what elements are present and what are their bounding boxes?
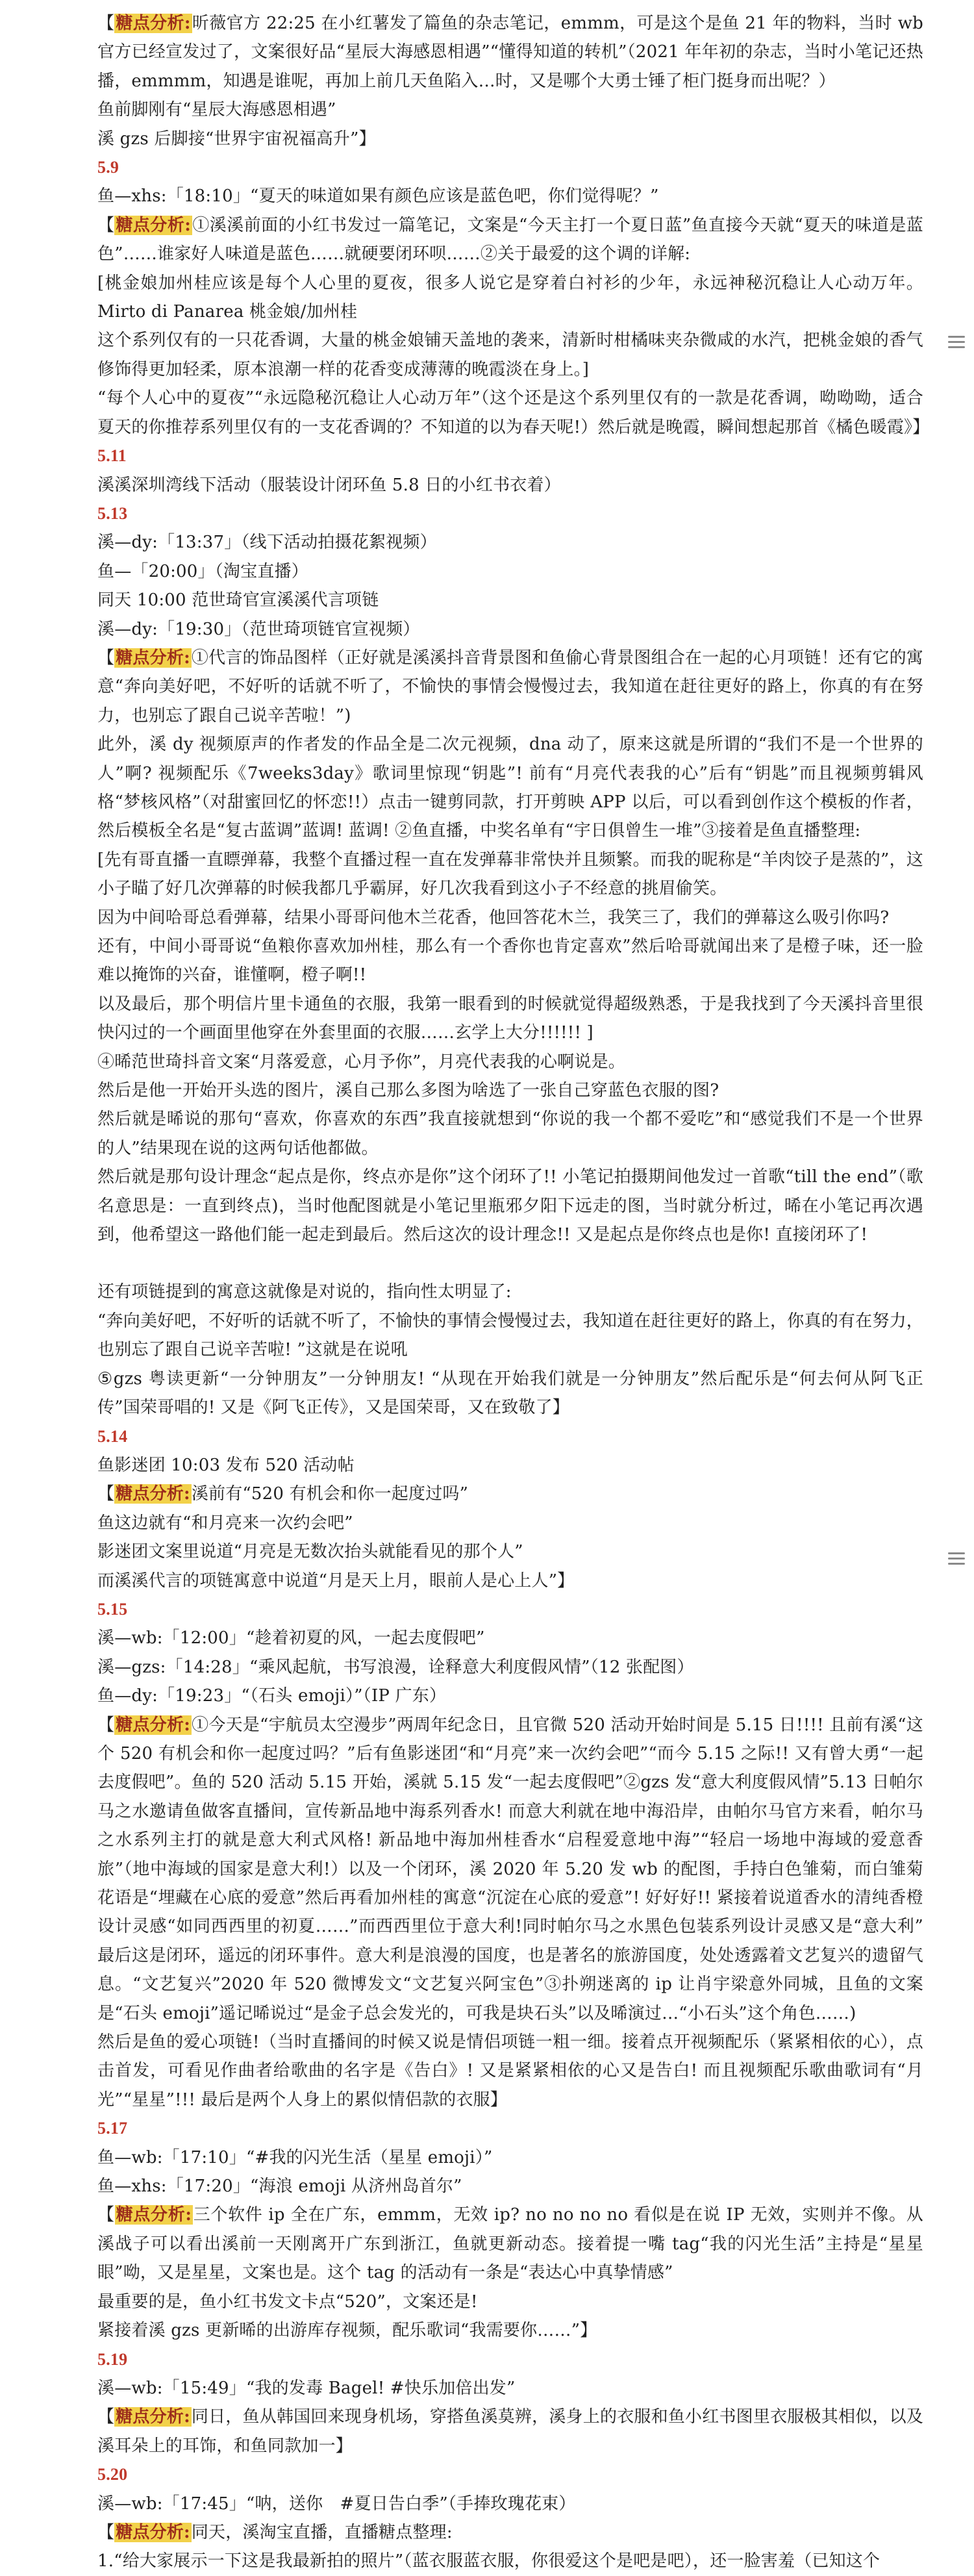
date-heading: 5.13 — [97, 503, 128, 523]
paragraph-line — [97, 1480, 923, 1508]
line-text: 然后就是晞说的那句“喜欢，你喜欢的东西”我直接就想到“你说的我一个都不爱吃”和“感觉我们不是一个世界的人”结果现在说的这两句话他都做。 — [97, 1109, 923, 1158]
line-text: ④晞范世琦抖音文案“月落爱意，心月予你”，月亮代表我的心啊说是。 — [97, 1052, 625, 1072]
line-text: 溪 gzs 后脚接“世界宇宙祝福高升”】 — [97, 129, 376, 149]
analysis-label: 糖点分析: — [116, 648, 190, 668]
paragraph-line — [97, 2172, 923, 2201]
analysis-label: 糖点分析: — [116, 2522, 190, 2542]
line-text: ①溪溪前面的小红书发过一篇笔记，文案是“今天主打一个夏日蓝”鱼直接今天就“夏天的味道是蓝色”……谁家好人味道是蓝色……就硬要闭环呗……②关于最爱的这个调的详解: — [97, 215, 923, 264]
line-text: 最重要的是，鱼小红书发文卡点“520”，文案还是! — [97, 2292, 478, 2312]
date-heading: 5.11 — [97, 446, 127, 466]
blank-line — [97, 1249, 923, 1278]
line-text: 溪—wb:「17:45」“呐，送你 #夏日告白季”（手捧玫瑰花束） — [97, 2494, 576, 2514]
paragraph-line — [97, 990, 923, 1048]
line-text: 同天，溪淘宝直播，直播糖点整理: — [191, 2522, 453, 2542]
paragraph-line — [97, 1076, 923, 1105]
line-text: 鱼影迷团 10:03 发布 520 活动帖 — [97, 1455, 355, 1475]
paragraph-line — [97, 2143, 923, 2172]
paragraph-line — [97, 2374, 923, 2403]
line-text: [先有哥直播一直瞟弹幕，我整个直播过程一直在发弹幕非常快并且频繁。而我的昵称是“羊肉饺子是蒸的”，这小子瞄了好几次弹幕的时候我都几乎霸屏，好几次我看到这小子不经意的挑眉偷笑。 — [97, 850, 923, 899]
paragraph-line — [97, 2201, 923, 2287]
line-text: 鱼—xhs:「18:10」“夏天的味道如果有颜色应该是蓝色吧，你们觉得呢？” — [97, 186, 659, 207]
paragraph-line — [97, 1307, 923, 1365]
side-menu-icon[interactable] — [948, 333, 965, 351]
paragraph-line — [97, 1567, 923, 1595]
date-heading: 5.19 — [97, 2349, 128, 2369]
paragraph-line — [97, 1682, 923, 1710]
paragraph-line — [97, 1624, 923, 1652]
line-text: 溪溪深圳湾线下活动（服装设计闭环鱼 5.8 日的小红书衣着） — [97, 475, 561, 495]
analysis-label: 糖点分析: — [116, 1715, 191, 1735]
paragraph-line — [97, 1278, 923, 1306]
line-text: 这个系列仅有的一只花香调，大量的桃金娘铺天盖地的袭来，清新时柑橘味夹杂微咸的水汽，把桃金娘的香气修饰得更加轻柔，原本浪潮一样的花香变成薄薄的晚霞淡在身上。] — [97, 331, 923, 379]
paragraph-line — [97, 182, 923, 210]
line-text: ①今天是“宇航员太空漫步”两周年纪念日，且官微 520 活动开始时间是 5.15 日!!!! 且前有溪“这个 520 有机会和你一起度过吗？”后有鱼影迷团“和“月亮”来一次约会吧”“而今 5.15 之际!! 又有曾大勇“一起去度假吧”。鱼的 520 活动 5.15 开始，溪就 5.15 发“一起去度假吧”②gzs 发“意大利度假风情”5.13 日帕尔马之水邀请鱼做客直播间，宣传新品地中海系列香水! 而意大利就在地中海沿岸，由帕尔马官方来看，帕尔马之水系列主打的就是意大利式风格! 新品地中海加州桂香水“启程爱意地中海”“轻启一场地中海域的爱意香旅”（地中海域的国家是意大利!）以及一个闭环，溪 2020 年 5.20 发 wb 的配图，手持白色雏菊，而白雏菊花语是“埋藏在心底的爱意”然后再看加州桂的寓意“沉淀在心底的爱意”! 好好好!! 紧接着说道香水的清纯香橙设计灵感“如同西西里的初夏……”而西西里位于意大利!同时帕尔马之水黑色包装系列设计灵感又是“意大利” 最后这是闭环，遥远的闭环事件。意大利是浪漫的国度，也是著名的旅游国度，处处透露着文艺复兴的遗留气息。“文艺复兴”2020 年 520 微博发文“文艺复兴阿宝色”③扑朔迷离的 ip 让肖宇梁意外同城，且鱼的文案是“石头 emoji”遥记晞说过“是金子总会发光的，可我是块石头”以及晞演过…“小石头”这个角色……) — [97, 1715, 941, 2023]
paragraph-line — [97, 2490, 923, 2518]
bracket-open: 【 — [97, 14, 115, 33]
line-text: “奔向美好吧，不好听的话就不听了，不愉快的事情会慢慢过去，我知道在赶往更好的路上，你真的有在努力，也别忘了跟自己说辛苦啦! ”这就是在说吼 — [97, 1311, 923, 1360]
bracket-open: 【 — [97, 1484, 115, 1504]
line-text: 溪—dy:「19:30」（范世琦项链官宣视频） — [97, 619, 420, 639]
line-text: 然后是鱼的爱心项链!（当时直播间的时候又说是情侣项链一粗一细。接着点开视频配乐（紧紧相依的心），点击首发，可看见作曲者给歌曲的名字是《告白》! 又是紧紧相依的心又是告白! 而且视频配乐歌曲歌词有“月光”“星星”!!! 最后是两个人身上的累似情侣款的衣服】 — [97, 2032, 923, 2110]
paragraph-line — [97, 471, 923, 499]
bracket-open: 【 — [97, 2522, 115, 2542]
paragraph-line — [97, 557, 923, 586]
bracket-open: 【 — [97, 2407, 115, 2427]
paragraph-line — [97, 1509, 923, 1537]
line-text: 昕薇官方 22:25 在小红薯发了篇鱼的杂志笔记，emmm，可是这个是鱼 21 年的物料，当时 wb 官方已经宣发过了，文案很好品“星辰大海感恩相遇”“懂得知道的转机”（2021 年年初的杂志，当时小笔记还热播，emmmm，知遇是谁呢，再加上前几天鱼陷入…时，又是哪个大勇士锤了柜门挺身而出呢？） — [97, 14, 929, 91]
paragraph-line — [97, 1653, 923, 1682]
line-text: 还有项链提到的寓意这就像是对说的，指向性太明显了: — [97, 1282, 512, 1302]
line-text: 而溪溪代言的项链寓意中说道“月是天上月，眼前人是心上人”】 — [97, 1571, 575, 1591]
paragraph-line — [97, 644, 923, 730]
paragraph-line — [97, 1711, 941, 2028]
line-text: 溪—wb:「15:49」“我的发毒 Bagel! #快乐加倍出发” — [97, 2378, 516, 2398]
paragraph-line — [97, 903, 923, 932]
line-text: 鱼—dy:「19:23」“（石头 emoji）”（IP 广东） — [97, 1686, 447, 1706]
date-heading: 5.15 — [97, 1599, 128, 1619]
bracket-open: 【 — [97, 1715, 115, 1735]
line-text: 影迷团文案里说道“月亮是无数次抬头就能看见的那个人” — [97, 1542, 523, 1562]
bracket-open: 【 — [97, 648, 115, 668]
paragraph-line — [97, 326, 923, 384]
paragraph-line — [97, 1105, 923, 1163]
paragraph-line — [97, 730, 923, 846]
line-text: 溪—dy:「13:37」（线下活动拍摄花絮视频） — [97, 533, 437, 553]
paragraph-line — [97, 528, 923, 557]
bracket-open: 【 — [97, 215, 115, 235]
line-text: 此外，溪 dy 视频原声的作者发的作品全是二次元视频，dna 动了，原来这就是所谓的“我们不是一个世界的人”啊? 视频配乐《7weeks3day》歌词里惊现“钥匙”! 前有“月亮代表我的心”后有“钥匙”而且视频剪辑风格“梦核风格”（对甜蜜回忆的怀恋!!）点击一键剪同款，打开剪映 APP 以后，可以看到创作这个模板的作者，然后模板全名是“复古蓝调”蓝调! 蓝调! ②鱼直播，中奖名单有“宇日俱曾生一堆”③接着是鱼直播整理: — [97, 735, 923, 841]
line-text: 紧接着溪 gzs 更新晞的出游库存视频，配乐歌词“我需要你……”】 — [97, 2321, 597, 2341]
line-text: 三个软件 ip 全在广东，emmm，无效 ip? no no no no 看似是在说 IP 无效，实则并不像。从溪战子可以看出溪前一天刚离开广东到浙江，鱼就更新动态。接着提一嘴 tag“我的闪光生活”主持是“星星眼”呦，又是星星，文案也是。这个 tag 的活动有一条是“表达心中真挚情感” — [97, 2205, 923, 2283]
line-text: 鱼—xhs:「17:20」“海浪 emoji 从济州岛首尔” — [97, 2177, 462, 2197]
bracket-open: 【 — [97, 2205, 115, 2225]
line-text: 溪—wb:「12:00」“趁着初夏的风，一起去度假吧” — [97, 1628, 485, 1648]
paragraph-line — [97, 9, 929, 95]
line-text: 同天 10:00 范世琦官宣溪溪代言项链 — [97, 590, 379, 611]
analysis-label: 糖点分析: — [116, 215, 192, 235]
paragraph-line — [97, 1537, 923, 1566]
line-text: 鱼前脚刚有“星辰大海感恩相遇” — [97, 100, 336, 120]
paragraph-line — [97, 384, 930, 442]
line-text: [桃金娘加州桂应该是每个人心里的夏夜，很多人说它是穿着白衬衫的少年，永远神秘沉稳让人心动万年。Mirto di Panarea 桃金娘/加州桂 — [97, 273, 923, 322]
line-text: 鱼这边就有“和月亮来一次约会吧” — [97, 1513, 353, 1533]
analysis-label: 糖点分析: — [116, 1484, 190, 1504]
paragraph-line — [97, 2547, 923, 2575]
paragraph-line — [97, 586, 923, 614]
paragraph-line — [97, 125, 923, 153]
paragraph-line — [97, 2028, 923, 2114]
paragraph-line — [97, 211, 923, 269]
paragraph-line — [97, 1048, 923, 1076]
paragraph-line — [97, 1451, 923, 1480]
paragraph-line — [97, 1365, 923, 1422]
paragraph-line — [97, 615, 923, 644]
date-heading: 5.9 — [97, 158, 119, 177]
paragraph-line — [97, 932, 923, 990]
analysis-label: 糖点分析: — [116, 2205, 192, 2225]
line-text: 然后是他一开始开头选的图片，溪自己那么多图为啥选了一张自己穿蓝色衣服的图? — [97, 1081, 719, 1101]
paragraph-line — [97, 2403, 923, 2460]
paragraph-line — [97, 2316, 923, 2345]
paragraph-line — [97, 2288, 923, 2316]
date-heading: 5.14 — [97, 1426, 128, 1446]
line-text: ⑤gzs 粤读更新“一分钟朋友”一分钟朋友! “从现在开始我们就是一分钟朋友”然后配乐是“何去何从阿飞正传”国荣哥唱的! 又是《阿飞正传》，又是国荣哥，又在致敬了】 — [97, 1369, 923, 1418]
paragraph-line — [97, 846, 923, 903]
line-text: 还有，中间小哥哥说“鱼粮你喜欢加州桂，那么有一个香你也肯定喜欢”然后哈哥就闻出来了是橙子味，还一脸难以掩饰的兴奋，谁懂啊，橙子啊!! — [97, 937, 923, 985]
line-text: 鱼—wb:「17:10」“#我的闪光生活（星星 emoji）” — [97, 2147, 493, 2167]
line-text: 溪—gzs:「14:28」“乘风起航，书写浪漫，诠释意大利度假风情”（12 张配图） — [97, 1657, 694, 1677]
paragraph-line — [97, 269, 923, 327]
line-text: 以及最后，那个明信片里卡通鱼的衣服，我第一眼看到的时候就觉得超级熟悉，于是我找到了今天溪抖音里很快闪过的一个画面里他穿在外套里面的衣服……玄学上大分!!!!!! ] — [97, 994, 923, 1043]
analysis-label: 糖点分析: — [116, 14, 191, 33]
line-text: “每个人心中的夏夜”“永远隐秘沉稳让人心动万年”（这个还是这个系列里仅有的一款是花香调，呦呦呦，适合夏天的你推荐系列里仅有的一支花香调的？不知道的以为春天呢!）然后就是晚霞，瞬间想起那首《橘色暖霞》】 — [97, 388, 930, 437]
line-text: 同日，鱼从韩国回来现身机场，穿搭鱼溪莫辨，溪身上的衣服和鱼小红书图里衣服极其相似，以及溪耳朵上的耳饰，和鱼同款加一】 — [97, 2407, 923, 2456]
paragraph-line — [97, 95, 923, 124]
date-heading: 5.17 — [97, 2119, 128, 2138]
line-text: 1.“给大家展示一下这是我最新拍的照片”（蓝衣服蓝衣服，你很爱这个是吧是吧），还一脸害羞（已知这个 — [97, 2551, 880, 2571]
date-heading: 5.20 — [97, 2465, 128, 2484]
paragraph-line — [97, 1163, 923, 1249]
paragraph-line — [97, 2518, 923, 2547]
analysis-label: 糖点分析: — [116, 2407, 190, 2427]
line-text: 鱼—「20:00」（淘宝直播） — [97, 561, 308, 581]
line-text: 溪前有“520 有机会和你一起度过吗” — [191, 1484, 469, 1504]
line-text: 然后就是那句设计理念“起点是你，终点亦是你”这个闭环了!! 小笔记拍摄期间他发过一首歌“till the end”（歌名意思是：一直到终点)，当时他配图就是小笔记里瓶邪夕阳下远走的图，当时就分析过，晞在小笔记再次遇到，他希望这一路他们能一起走到最后。然后这次的设计理念!! 又是起点是你终点也是你! 直接闭环了! — [97, 1167, 923, 1245]
side-menu-icon[interactable] — [948, 1549, 965, 1568]
line-text: ①代言的饰品图样（正好就是溪溪抖音背景图和鱼偷心背景图组合在一起的心月项链！还有它的寓意“奔向美好吧，不好听的话就不听了，不愉快的事情会慢慢过去，我知道在赶往更好的路上，你真的有在努力，也别忘了跟自己说辛苦啦！”) — [97, 648, 923, 726]
line-text: 因为中间哈哥总看弹幕，结果小哥哥问他木兰花香，他回答花木兰，我笑三了，我们的弹幕这么吸引你吗? — [97, 907, 890, 928]
